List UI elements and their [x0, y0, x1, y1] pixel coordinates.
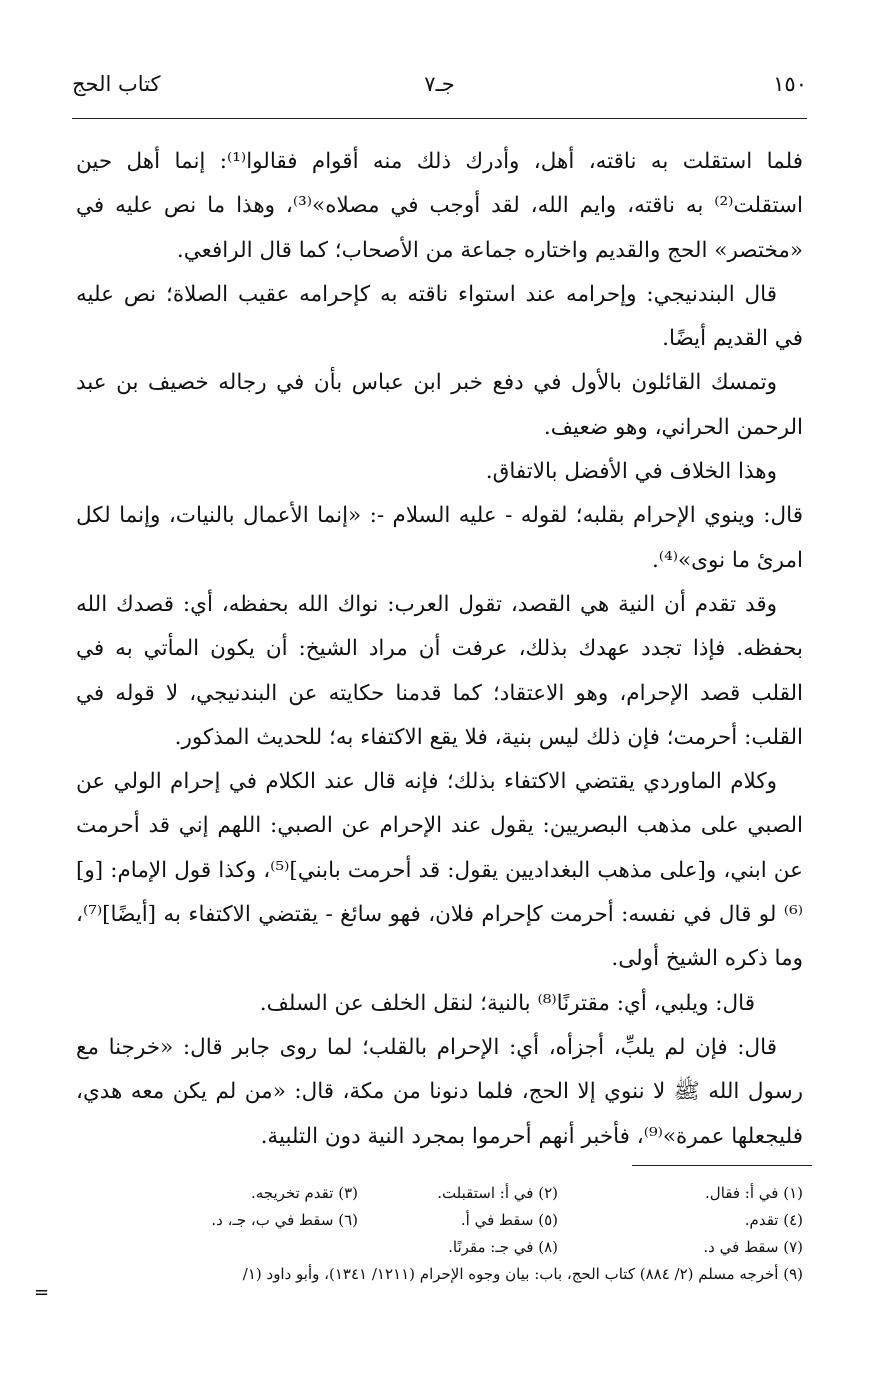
- paragraph: فلما استقلت به ناقته، أهل، وأدرك ذلك منه أقوام فقالوا⁽¹⁾: إنما أهل حين استقلت⁽²⁾ به ناقته، وايم الله، لقد أوجب في مصلاه»⁽³⁾، وهذا ما نص عليه في «مختصر» الحج والقديم واختاره جماعة من الأصحاب؛ كما قال الرافعي.: [76, 149, 804, 263]
- footnote: (٦) سقط في ب، جـ، د.: [211, 1211, 358, 1229]
- footnote: (١) في أ: فقال.: [705, 1184, 803, 1202]
- footnote-long: (٩) أخرجه مسلم (٢/ ٨٨٤) كتاب الحج، باب: بيان وجوه الإحرام (١٢١١/ ١٣٤١)، وأبو داود (١/: [242, 1265, 803, 1283]
- book-title: كتاب الحج: [72, 72, 161, 96]
- paragraph: قال البندنيجي: وإحرامه عند استواء ناقته به كإحرامه عقيب الصلاة؛ نص عليه في القديم أيضًا.: [76, 281, 803, 352]
- header-rule: [72, 118, 807, 119]
- footnote-rule: [632, 1165, 812, 1166]
- footnote: (٨) في جـ: مقرنًا.: [448, 1238, 558, 1256]
- volume-label: جـ٧: [424, 72, 455, 96]
- main-text: [76, 140, 803, 1159]
- paragraph: قال: ويلبي، أي: مقترنًا⁽⁸⁾ بالنية؛ لنقل الخلف عن السلف.: [259, 990, 755, 1016]
- running-header: [72, 72, 807, 108]
- continuation-mark: =: [34, 1282, 50, 1303]
- page-number: ١٥٠: [773, 72, 807, 96]
- footnote: (٢) في أ: استقبلت.: [437, 1184, 558, 1202]
- paragraph: وهذا الخلاف في الأفضل بالاتفاق.: [485, 459, 777, 485]
- footnote-row: [76, 1207, 803, 1234]
- footnote: (٣) تقدم تخريجه.: [250, 1184, 358, 1202]
- paragraph: وتمسك القائلون بالأول في دفع خبر ابن عباس بأن في رجاله خصيف بن عبد الرحمن الحراني، وهو ضعيف.: [76, 370, 803, 440]
- paragraph: وقد تقدم أن النية هي القصد، تقول العرب: نواك الله بحفظه، أي: قصدك الله بحفظه. فإذا تجدد عهدك بذلك، عرفت أن مراد الشيخ: أن يكون المأتي به في القلب قصد الإحرام، وهو الاعتقاد؛ كما قدمنا حكايته عن البندنيجي، لا قوله في القلب: أحرمت؛ فإن ذلك ليس بنية، فلا يقع الاكتفاء به؛ للحديث المذكور.: [76, 591, 803, 750]
- paragraph: وكلام الماوردي يقتضي الاكتفاء بذلك؛ فإنه قال عند الكلام في إحرام الولي عن الصبي على مذهب البصريين: يقول عند الإحرام عن الصبي: اللهم إني قد أحرمت عن ابني، و[على مذهب البغداديين يقول: قد أحرمت بابني]⁽⁵⁾، وكذا قول الإمام: [و]⁽⁶⁾ لو قال في نفسه: أحرمت كإحرام فلان، فهو سائغ - يقتضي الاكتفاء به [أيضًا]⁽⁷⁾، وما ذكره الشيخ أولى.: [76, 769, 803, 972]
- footnote-row: [76, 1234, 803, 1261]
- footnotes: [76, 1180, 803, 1288]
- footnote: (٥) سقط في أ.: [460, 1211, 558, 1229]
- paragraph: قال: فإن لم يلبِّ، أجزأه، أي: الإحرام بالقلب؛ لما روى جابر قال: «خرجنا مع رسول الله ﷺ لا ننوي إلا الحج، فلما دنونا من مكة، قال: «من لم يكن معه هدي، فليجعلها عمرة»⁽⁹⁾، فأخبر أنهم أحرموا بمجرد النية دون التلبية.: [76, 1034, 803, 1149]
- footnote: (٤) تقدم.: [744, 1211, 803, 1229]
- footnote-row: [76, 1180, 803, 1207]
- paragraph: قال: وينوي الإحرام بقلبه؛ لقوله - عليه السلام -: «إنما الأعمال بالنيات، وإنما لكل امرئ ما نوى»⁽⁴⁾.: [76, 503, 803, 573]
- footnote: (٧) سقط في د.: [703, 1238, 803, 1256]
